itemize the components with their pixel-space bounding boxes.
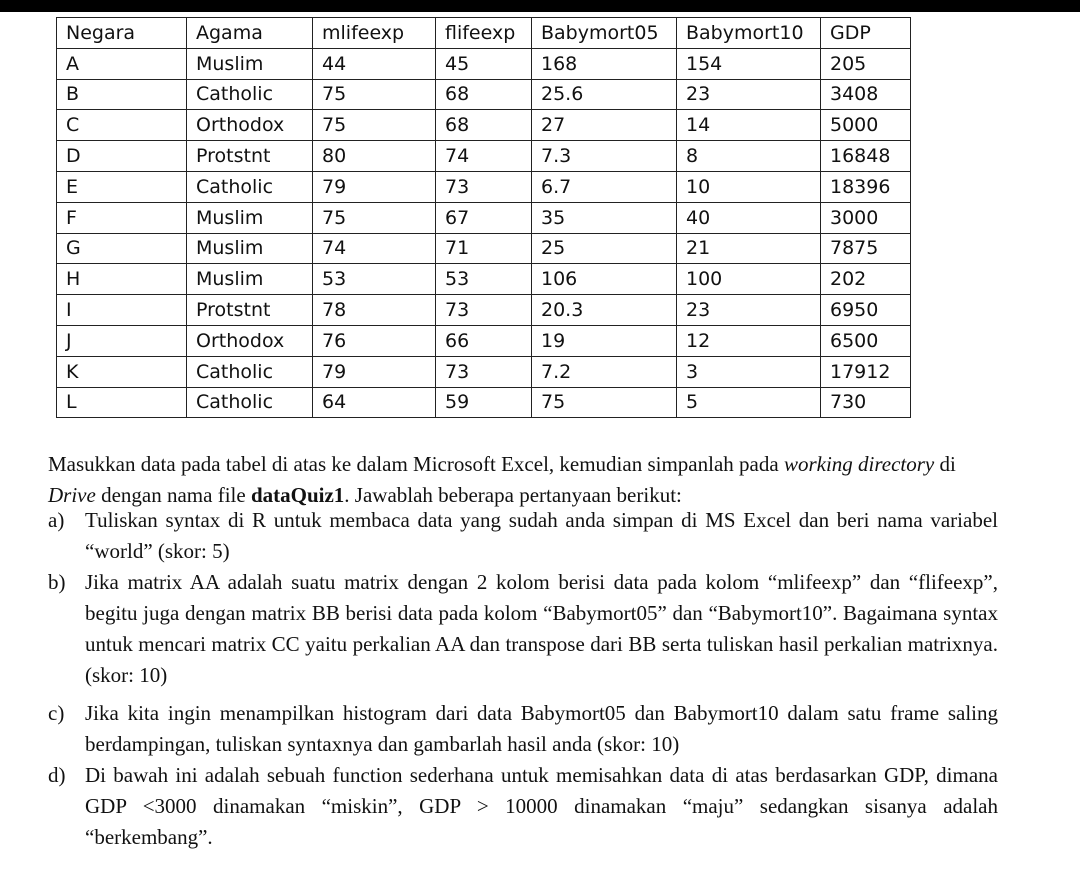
header-mlifeexp: mlifeexp [313,18,436,49]
table-cell: 154 [677,48,821,79]
table-header-row [57,18,911,49]
header-negara: Negara [57,18,187,49]
table-cell: 23 [677,295,821,326]
table-cell: 14 [677,110,821,141]
table-cell: 21 [677,233,821,264]
table-cell: 16848 [821,141,911,172]
table-cell: 27 [532,110,677,141]
table-cell: 71 [436,233,532,264]
question-a [48,505,998,567]
table-cell: 45 [436,48,532,79]
table-cell: Muslim [187,264,313,295]
table-cell: 53 [313,264,436,295]
table-cell: 75 [532,387,677,418]
table-row [57,233,911,264]
table-cell: 40 [677,202,821,233]
question-d-text: Di bawah ini adalah sebuah function sederhana untuk memisahkan data di atas berdasarkan GDP, dimana GDP <3000 dinamakan “miskin”, GDP > 10000 dinamakan “maju” sedangkan sisanya adalah “berkembang”. [85,763,998,849]
table-cell: 35 [532,202,677,233]
table-cell: 79 [313,356,436,387]
table-cell: 5000 [821,110,911,141]
table-cell: 25 [532,233,677,264]
table-cell: 74 [436,141,532,172]
question-a-text: Tuliskan syntax di R untuk membaca data yang sudah anda simpan di MS Excel dan beri nama variabel “world” (skor: 5) [85,508,998,563]
table-cell: 68 [436,79,532,110]
table-row [57,110,911,141]
table-row [57,295,911,326]
intro-italic-working-directory: working directory [783,452,935,476]
table-cell: 6500 [821,325,911,356]
table-cell: Muslim [187,48,313,79]
table-cell: 18396 [821,171,911,202]
table-cell: 106 [532,264,677,295]
question-b-label: b) [48,570,66,594]
header-agama: Agama [187,18,313,49]
table-cell: 3000 [821,202,911,233]
table-cell: 53 [436,264,532,295]
table-row [57,141,911,172]
table-cell: C [57,110,187,141]
table-cell: E [57,171,187,202]
question-d [48,760,998,853]
table-cell: 7.2 [532,356,677,387]
table-cell: Muslim [187,202,313,233]
header-gdp: GDP [821,18,911,49]
table-cell: 59 [436,387,532,418]
table-cell: I [57,295,187,326]
table-cell: 12 [677,325,821,356]
question-a-label: a) [48,508,65,532]
table-cell: 7875 [821,233,911,264]
table-cell: 6.7 [532,171,677,202]
table-row [57,48,911,79]
table-cell: 19 [532,325,677,356]
table-cell: 7.3 [532,141,677,172]
question-d-label: d) [48,763,66,787]
table-cell: 64 [313,387,436,418]
table-cell: F [57,202,187,233]
table-cell: 73 [436,295,532,326]
table-row [57,387,911,418]
intro-italic-drive: Drive [48,483,96,507]
table-cell: 73 [436,171,532,202]
table-cell: A [57,48,187,79]
header-babymort05: Babymort05 [532,18,677,49]
table-cell: Catholic [187,356,313,387]
question-c-text: Jika kita ingin menampilkan histogram dari data Babymort05 dan Babymort10 dalam satu frame saling berdampingan, tuliskan syntaxnya dan gambarlah hasil anda (skor: 10) [85,701,998,756]
table-cell: H [57,264,187,295]
header-flifeexp: flifeexp [436,18,532,49]
table-cell: 168 [532,48,677,79]
table-cell: 20.3 [532,295,677,326]
table-cell: 3 [677,356,821,387]
table-cell: Catholic [187,387,313,418]
table-cell: 75 [313,79,436,110]
intro-file-name: dataQuiz1 [250,483,345,507]
table-cell: Orthodox [187,325,313,356]
question-b [48,567,998,691]
table-cell: 75 [313,110,436,141]
intro-text-2: di [934,452,956,476]
table-cell: L [57,387,187,418]
intro-text-1: Masukkan data pada tabel di atas ke dalam Microsoft Excel, kemudian simpanlah pada [48,452,784,476]
table-row [57,79,911,110]
table-row [57,171,911,202]
table-cell: 44 [313,48,436,79]
table-cell: 23 [677,79,821,110]
question-c-label: c) [48,701,65,725]
table-cell: 25.6 [532,79,677,110]
header-babymort10: Babymort10 [677,18,821,49]
table-cell: 80 [313,141,436,172]
table-cell: 100 [677,264,821,295]
table-cell: 68 [436,110,532,141]
table-cell: Catholic [187,79,313,110]
top-black-bar [0,0,1080,12]
table-cell: Orthodox [187,110,313,141]
table-row [57,264,911,295]
table-cell: 75 [313,202,436,233]
table-cell: 205 [821,48,911,79]
table-cell: Protstnt [187,141,313,172]
table-cell: 76 [313,325,436,356]
table-cell: 66 [436,325,532,356]
intro-text-3: dengan nama file [95,483,251,507]
table-cell: 74 [313,233,436,264]
table-cell: 202 [821,264,911,295]
country-data-table [56,17,911,418]
table-row [57,202,911,233]
table-cell: 78 [313,295,436,326]
table-cell: 79 [313,171,436,202]
table-cell: B [57,79,187,110]
question-c [48,698,998,760]
table-cell: Protstnt [187,295,313,326]
table-cell: D [57,141,187,172]
question-b-text: Jika matrix AA adalah suatu matrix dengan 2 kolom berisi data pada kolom “mlifeexp” dan “flifeexp”, begitu juga dengan matrix BB berisi data pada kolom “Babymort05” dan “Babymort10”. Bagaimana syntax untuk mencari matrix CC yaitu perkalian AA dan transpose dari BB serta tuliskan hasil perkalian matrixnya. (skor: 10) [85,570,998,687]
table-cell: 17912 [821,356,911,387]
table-cell: G [57,233,187,264]
table-cell: Muslim [187,233,313,264]
table-cell: 5 [677,387,821,418]
table-row [57,356,911,387]
table-row [57,325,911,356]
table-cell: J [57,325,187,356]
table-cell: 10 [677,171,821,202]
table-cell: K [57,356,187,387]
table-cell: 6950 [821,295,911,326]
table-cell: 73 [436,356,532,387]
table-cell: 67 [436,202,532,233]
intro-paragraph [48,449,998,511]
table-body [57,48,911,418]
intro-text-4: . Jawablah beberapa pertanyaan berikut: [344,483,682,507]
table-cell: 3408 [821,79,911,110]
table-cell: 730 [821,387,911,418]
table-cell: 8 [677,141,821,172]
table-cell: Catholic [187,171,313,202]
